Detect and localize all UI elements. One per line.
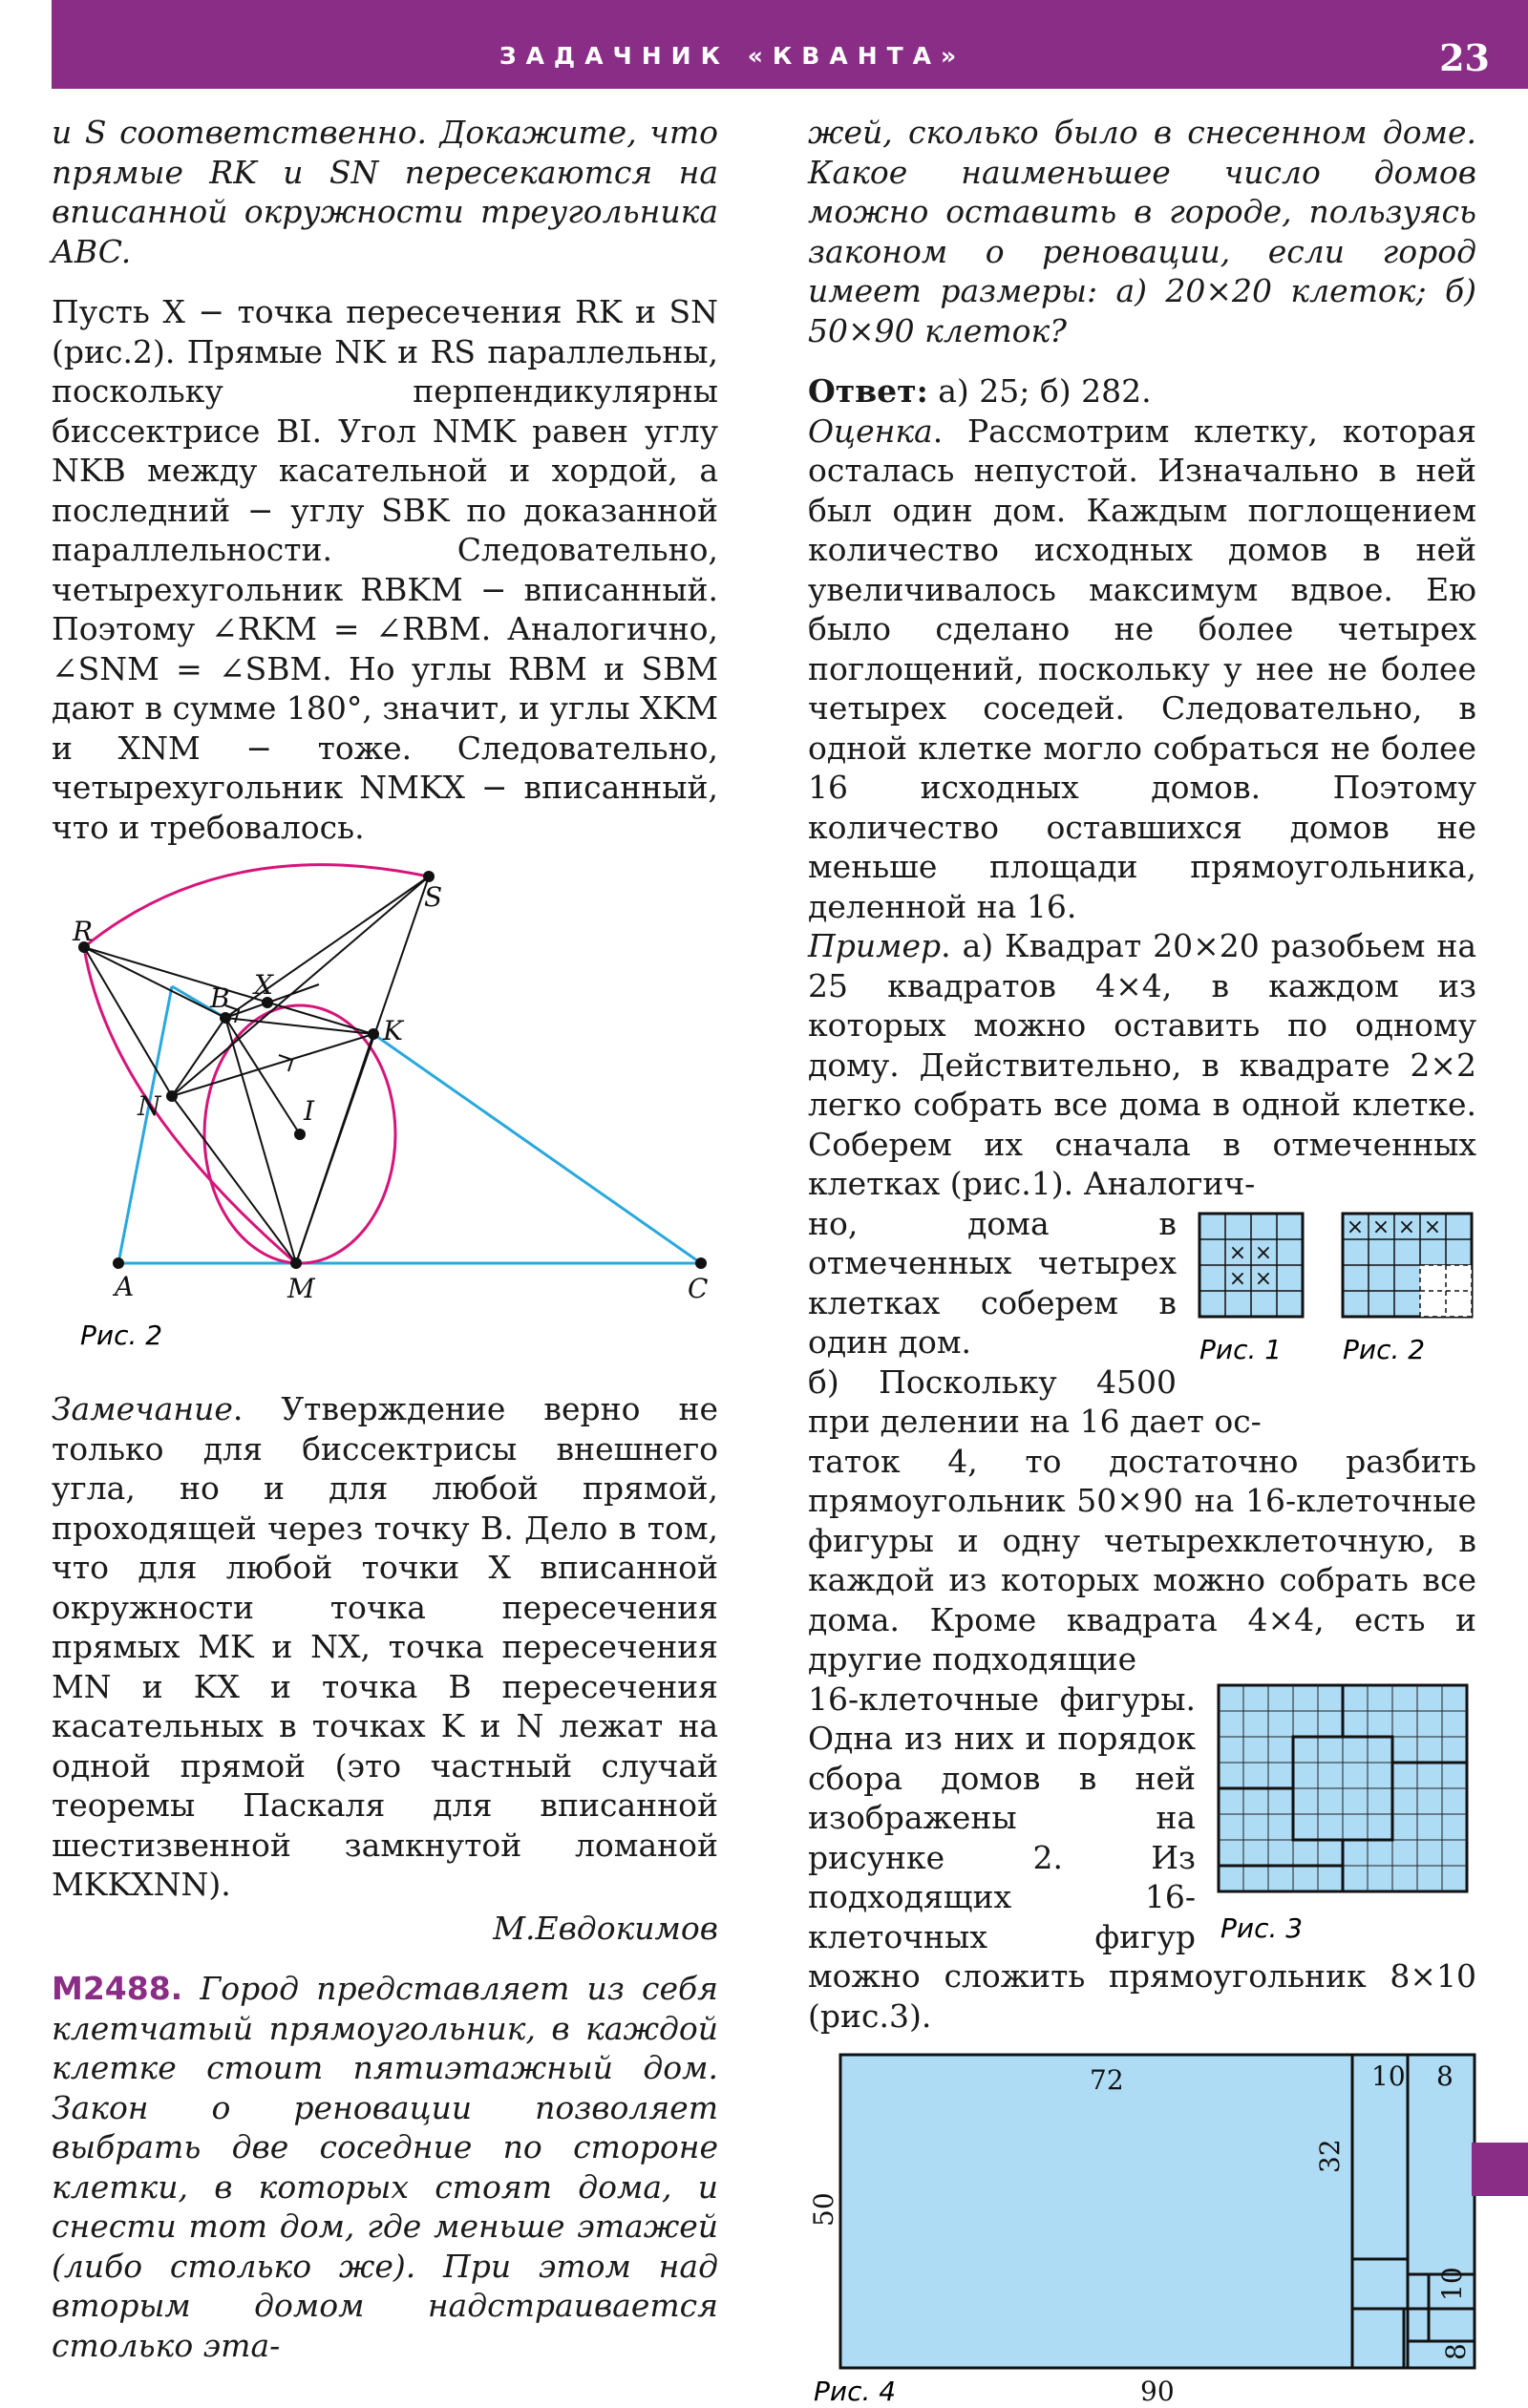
cross-mark: × [1423,1215,1442,1239]
remark-paragraph [52,1389,718,1905]
fig4-label-32: 32 [1314,2139,1346,2173]
header-title: ЗАДАЧНИК «КВАНТА» [499,42,966,70]
label-n: N [138,1090,161,1122]
problem-number: M2488. [52,1970,183,2007]
cross-mark: × [1228,1240,1247,1265]
point-i [294,1129,306,1140]
bottom-corner-tab [1472,2143,1528,2196]
figure-4-caption: Рис. 4 [814,2376,897,2407]
example-b-start: б) Поскольку 4500 при делении на 16 дает ос- [808,1362,1262,1440]
figure-1-grid [1199,1214,1303,1317]
cross-mark: × [1346,1215,1365,1239]
label-a: A [115,1271,135,1302]
estimate-text: . Рассмотрим клетку, которая осталась непустой. Изначально в ней был один дом. Каждым поглощением количество исходных домов в ней увеличивалось максимум вдвое. Ею было сделано не более четырех поглощений, поскольку у нее не более четырех соседей. Следовательно, в одной клетке могло собраться не более 16 исходных домов. Поэтому количество оставшихся домов не меньше площади прямоугольника, деленной на 16. [808,412,1476,925]
right-column [808,113,1476,2408]
example-label: Пример [808,927,942,964]
label-b: B [210,982,230,1014]
label-x: X [254,969,273,1001]
fig4-label-72: 72 [1090,2064,1124,2096]
cross-mark: × [1254,1240,1273,1265]
figure-2-grid [1343,1214,1472,1317]
fig4-label-8: 8 [1436,2060,1454,2092]
estimate-label: Оценка [808,412,933,450]
point-c [695,1257,707,1269]
figure-2-geometry [52,862,718,1368]
answer-text: а) 25; б) 282. [927,372,1152,410]
figure-2-caption: Рис. 2 [80,1320,163,1351]
label-m: M [287,1273,315,1304]
figures-1-2-block [808,1204,1476,1442]
proof-text: Пусть X − точка пересечения RK и SN (рис.2). Прямые NK и RS параллельны, поскольку перпендикулярны биссектрисе BI. Угол NMK равен углу NKB между касательной и хордой, а последний − углу SBK по доказанной параллельности. Следовательно, четырехугольник RBKM − вписанный. Поэтому ∠RKM = ∠RBM. Аналогично, ∠SNM = ∠SBM. Но углы RBM и SBM дают в сумме 180°, значит, и углы XKM и XNM − тоже. Следовательно, четырехугольник NMKX − вписанный, что и требовалось. [52,293,718,846]
label-c: C [688,1273,709,1304]
point-m [290,1257,302,1269]
author-signature: М.Евдокимов [493,1909,718,1947]
figure-1-caption: Рис. 1 [1199,1333,1283,1365]
figure-3-caption: Рис. 3 [1220,1912,1304,1944]
points [78,871,707,1269]
circumcircle-arc-rbs [84,865,429,947]
problem-text: Город представляет из себя клетчатый прямоугольник, в каждой клетке стоит пятиэтажный дом. Закон о реновации позволяет выбрать две соседние по стороне клетки, в которых стоят дома, и снести тот дом, где меньше этажей (либо столько же). При этом над вторым домом надстраивается столько эта- [52,1970,718,2364]
answer-line [808,371,1476,412]
remark-label: Замечание [52,1390,233,1427]
example-b-cont: таток 4, то достаточно разбить прямоугольник 50×90 на 16-клеточные фигуры и одну четырехклеточную, в каждой из которых можно собрать все дома. Кроме квадрата 4×4, есть и другие подходящие [808,1442,1476,1678]
problem-continuation: жей, сколько было в снесенном доме. Какое наименьшее число домов можно оставить в городе, пользуясь законом о реновации, если город имеет размеры: а) 20×20 клеток; б) 50×90 клеток? [808,114,1476,349]
page-header [52,0,1528,89]
circles [84,865,429,1263]
figure-4 [808,2045,1476,2408]
fig4-label-10: 10 [1371,2060,1406,2092]
point-a [113,1257,124,1269]
label-k: K [383,1015,403,1046]
cross-mark: × [1371,1215,1390,1239]
label-s: S [424,881,443,913]
fig4-label-10-small: 10 [1436,2267,1468,2301]
label-r: R [73,916,94,947]
point-k [368,1028,379,1040]
example-a-paragraph [808,926,1476,1204]
example-b-end: 16-клеточные фигуры. Одна из них и порядок сбора домов в ней изображены на рисунке 2. Из подходящих 16-клеточных фигур можно сложить прямоугольник 8×10 (рис.3). [808,1679,1476,2035]
figure-3-block [808,1679,1476,2037]
problem-statement-end: и S соответственно. Докажите, что прямые RK и SN пересекаются на вписанной окружности треугольника ABC. [52,114,718,270]
example-a-text: . а) Квадрат 20×20 разобьем на 25 квадратов 4×4, в каждом из которых можно оставить по одному дому. Действительно, в квадрате 2×2 легко собрать все дома в одной клетке. Соберем их сначала в отмеченных клетках (рис.1). Аналогич- [808,927,1476,1202]
problem-m2488 [52,1969,718,2365]
construction-lines [84,877,429,1263]
cross-mark: × [1254,1266,1273,1291]
left-column [52,113,718,2365]
answer-label: Ответ: [808,372,928,410]
remark-text: . Утверждение верно не только для биссектрисы внешнего угла, но и для любой прямой, проходящей через точку B. Дело в том, что для любой точки X вписанной окружности точка пересечения прямых MK и NX, точка пересечения MN и KX и точка B пересечения касательных в точках K и N лежат на одной прямой (это частный случай теоремы Паскаля для вписанной шестизвенной замкнутой ломаной MKKXNN). [52,1390,718,1903]
fig4-label-50: 50 [808,2192,839,2227]
example-a-cont: но, дома в отмеченных четырех клетках соберем в один дом. [808,1204,1177,1361]
cross-mark: × [1397,1215,1416,1239]
fig4-label-8-small: 8 [1440,2343,1472,2360]
figure-3 [1209,1679,1476,1956]
point-n [166,1090,178,1102]
fig4-label-90: 90 [1140,2376,1175,2407]
label-i: I [304,1095,315,1127]
figures-1-2 [1190,1204,1476,1371]
page-number: 23 [1439,36,1490,79]
cross-mark: × [1228,1266,1247,1291]
estimate-paragraph [808,412,1476,927]
figure-2-caption-right: Рис. 2 [1343,1333,1426,1365]
